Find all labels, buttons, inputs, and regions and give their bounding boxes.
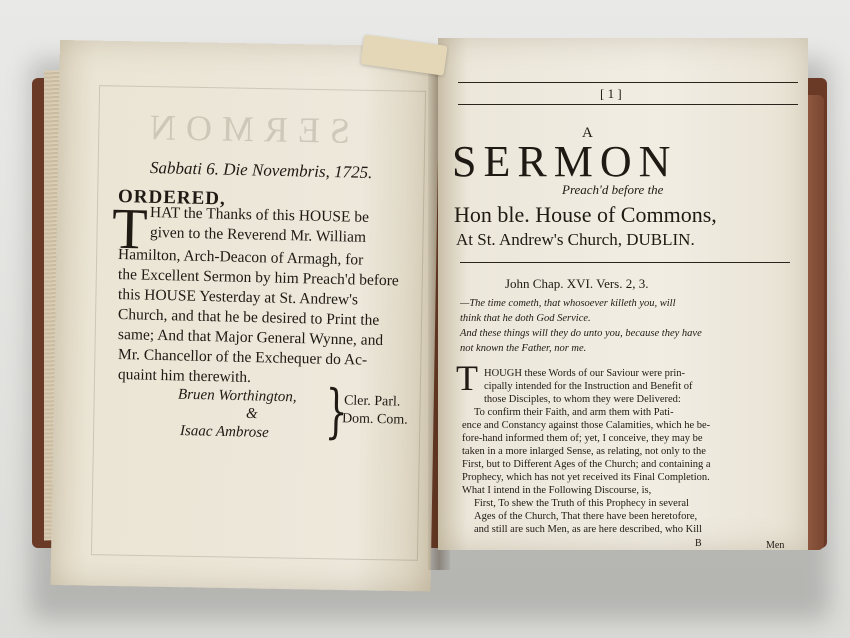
body-line: To confirm their Faith, and arm them with Pati-: [474, 407, 674, 418]
title-sermon: SERMON: [452, 137, 678, 186]
body-line: fore-hand informed them of; yet, I conceive, they may be: [462, 433, 703, 444]
signatory-name: Bruen Worthington,: [177, 386, 297, 406]
body-line: and still are such Men, as are here described, who Kill: [474, 524, 703, 535]
clerk-title: Cler. Parl.: [343, 393, 401, 410]
body-line: Ages of the Church, That there have been heretofore,: [474, 511, 698, 522]
body-line: Prophecy, which has not yet received its Final Completion.: [462, 472, 710, 483]
scripture-quote: not known the Father, nor me.: [460, 343, 587, 354]
order-line: given to the Reverend Mr. William: [149, 224, 367, 246]
body-line: those Disciples, to whom they were Delivered:: [484, 394, 681, 405]
order-line: HAT the Thanks of this HOUSE be: [149, 204, 370, 226]
scripture-quote: —The time cometh, that whosoever killeth you, will: [460, 298, 676, 309]
body-line: First, To shew the Truth of this Prophecy in several: [474, 498, 689, 509]
title-rule: [460, 262, 790, 263]
order-line: Mr. Chancellor of the Exchequer do Ac-: [117, 346, 368, 369]
page-number: [ 1 ]: [600, 86, 622, 101]
order-line: Hamilton, Arch-Deacon of Armagh, for: [117, 246, 364, 269]
title-a: A: [582, 125, 595, 141]
body-line: What I intend in the Following Discourse, is,: [462, 485, 652, 496]
title-preached: Preach'd before the: [562, 182, 664, 197]
header-rule: [458, 82, 798, 83]
title-church: At St. Andrew's Church, DUBLIN.: [456, 230, 695, 249]
order-date: Sabbati 6. Die Novembris, 1725.: [149, 158, 373, 183]
body-line: First, but to Different Ages of the Church; and containing a: [462, 459, 711, 470]
signatory-name: Isaac Ambrose: [179, 422, 269, 442]
header-rule: [458, 104, 798, 105]
signature-brace: }: [324, 376, 349, 446]
order-line: this HOUSE Yesterday at St. Andrew's: [117, 286, 359, 309]
scripture-quote: And these things will they do unto you, because they have: [460, 328, 702, 339]
body-line: ence and Constancy against those Calamities, which he be-: [462, 420, 711, 431]
signatory-ampersand: &: [245, 405, 258, 423]
scripture-reference: John Chap. XVI. Vers. 2, 3.: [505, 276, 649, 291]
ghost-title: SERMON: [139, 107, 351, 151]
clerk-title: Dom. Com.: [341, 411, 408, 428]
order-line: quaint him therewith.: [117, 366, 252, 387]
body-line: cipally intended for the Instruction and Benefit of: [484, 381, 693, 392]
body-line: HOUGH these Words of our Saviour were prin-: [484, 368, 686, 379]
order-drop-cap: T: [111, 195, 149, 262]
ordered-heading: ORDERED,: [117, 186, 226, 210]
title-commons: Hon ble. House of Commons,: [454, 202, 717, 227]
body-drop-cap: T: [456, 358, 478, 398]
signature-mark: B: [695, 538, 702, 549]
order-line: Church, and that he be desired to Print the: [117, 306, 380, 329]
body-line: taken in a more inlarged Sense, as relating, not only to the: [462, 446, 706, 457]
catchword: Men: [766, 540, 785, 551]
scripture-quote: think that he doth God Service.: [460, 313, 591, 324]
order-line: the Excellent Sermon by him Preach'd before: [117, 266, 399, 290]
order-line: same; And that Major General Wynne, and: [117, 326, 384, 350]
